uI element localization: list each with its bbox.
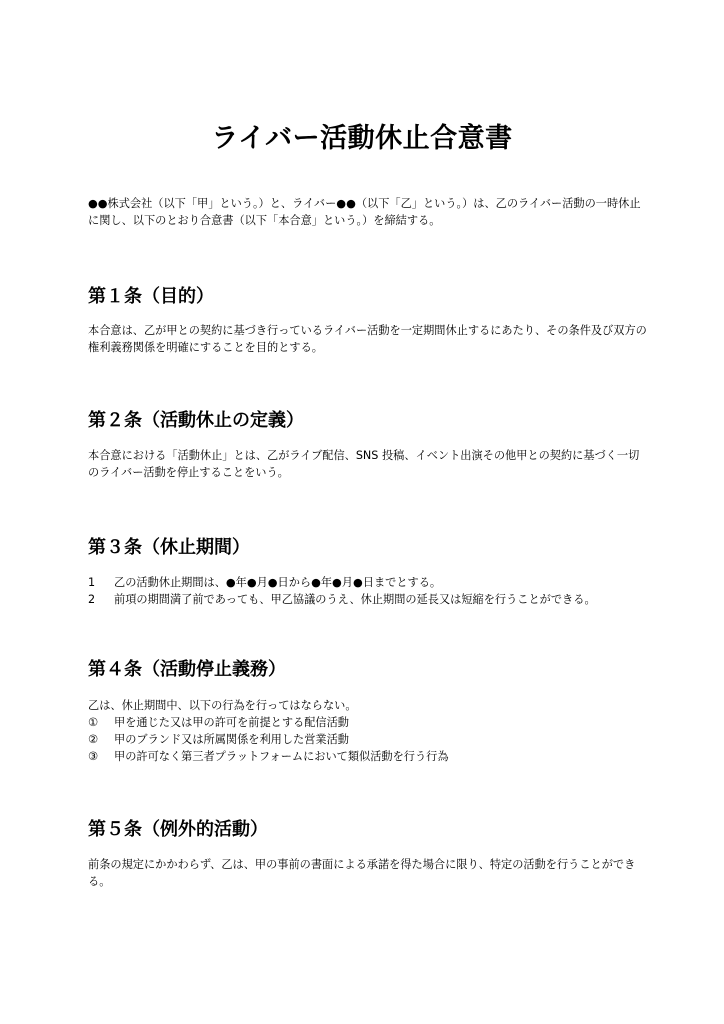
article-2-body: 本合意における「活動休止」とは、乙がライブ配信、SNS 投稿、イベント出演その他甲との契約に基づく一切のライバー活動を停止することをいう。 bbox=[88, 449, 640, 479]
article-4-heading: 第４条（活動停止義務） bbox=[88, 659, 286, 680]
article-1-heading: 第１条（目的） bbox=[88, 286, 214, 307]
item-number: ③ bbox=[88, 750, 99, 763]
item-text: 甲のブランド又は所属関係を利用した営業活動 bbox=[114, 733, 349, 746]
item-number: ② bbox=[88, 733, 99, 746]
article-4-item-3 bbox=[88, 748, 648, 765]
article-3-heading: 第３条（休止期間） bbox=[88, 537, 250, 558]
article-1-body: 本合意は、乙が甲との契約に基づき行っているライバー活動を一定期間休止するにあたり、その条件及び双方の権利義務関係を明確にすることを目的とする。 bbox=[88, 324, 647, 354]
item-text: 前項の期間満了前であっても、甲乙協議のうえ、休止期間の延長又は短縮を行うことができる。 bbox=[114, 593, 596, 606]
article-4-item-1 bbox=[88, 714, 648, 731]
article-5-body: 前条の規定にかかわらず、乙は、甲の事前の書面による承諾を得た場合に限り、特定の活動を行うことができる。 bbox=[88, 858, 636, 888]
article-5-heading: 第５条（例外的活動） bbox=[88, 819, 268, 840]
article-3-item-2 bbox=[88, 591, 648, 608]
item-number: ① bbox=[88, 716, 99, 729]
item-text: 甲の許可なく第三者プラットフォームにおいて類似活動を行う行為 bbox=[114, 750, 449, 763]
intro-paragraph: ●●株式会社（以下「甲」という。）と、ライバー●●（以下「乙」という。）は、乙のライバー活動の一時休止に関し、以下のとおり合意書（以下「本合意」という。）を締結する。 bbox=[88, 197, 641, 227]
article-4-item-2 bbox=[88, 731, 648, 748]
item-number: 2 bbox=[88, 593, 96, 606]
item-text: 乙の活動休止期間は、●年●月●日から●年●月●日までとする。 bbox=[114, 576, 442, 589]
article-2-heading: 第２条（活動休止の定義） bbox=[88, 410, 304, 431]
article-3-item-1 bbox=[88, 574, 648, 591]
item-number: 1 bbox=[88, 576, 96, 589]
article-4-body: 乙は、休止期間中、以下の行為を行ってはならない。 bbox=[88, 699, 357, 712]
item-text: 甲を通じた又は甲の許可を前提とする配信活動 bbox=[114, 716, 349, 729]
document-title: ライバー活動休止合意書 bbox=[211, 123, 513, 154]
